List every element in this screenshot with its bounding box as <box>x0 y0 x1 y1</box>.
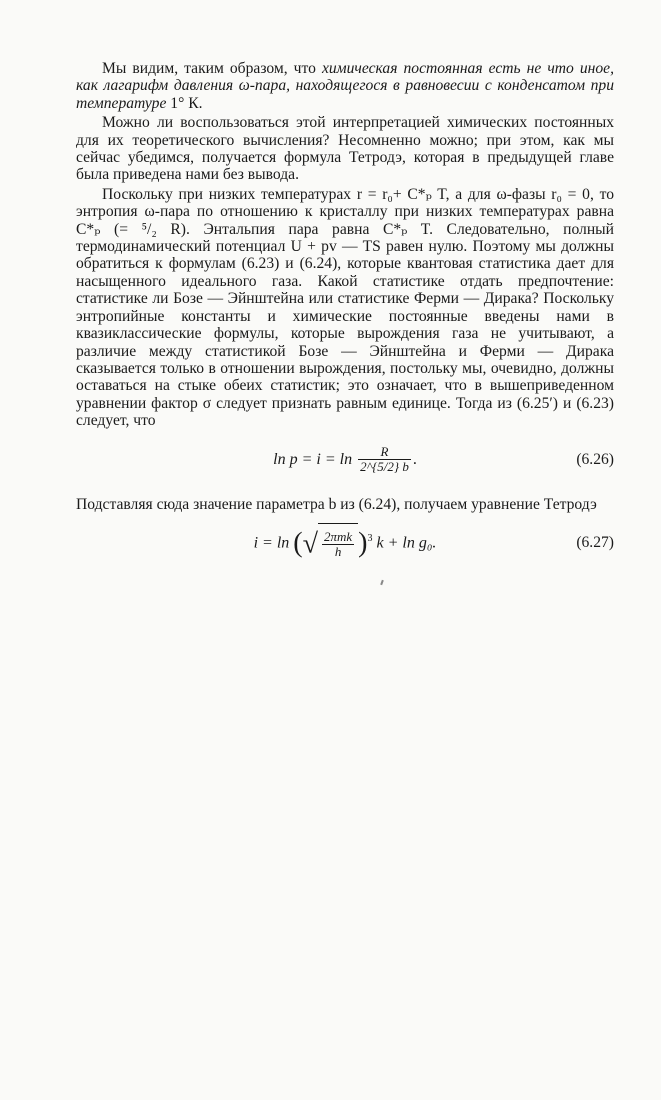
fraction-denominator: h <box>334 543 342 559</box>
paragraph-text: Мы видим, таким образом, что <box>102 60 322 77</box>
fraction <box>322 530 354 559</box>
equation-expression <box>76 523 614 564</box>
fraction-numerator: R <box>358 445 411 460</box>
text-column <box>76 60 614 579</box>
fraction-numerator: 2πmk <box>323 528 353 544</box>
scan-speck <box>380 580 384 585</box>
paragraph-text: 1° К. <box>166 94 203 112</box>
equation-6-27 <box>76 523 614 571</box>
exponent: 3 <box>367 532 373 544</box>
square-root <box>303 523 359 564</box>
fraction <box>358 445 411 474</box>
equation-lhs: ln p = i = ln <box>273 450 353 468</box>
equation-expression <box>76 440 614 480</box>
paragraph-derivation: Поскольку при низких температурах r = r₀+ C*ₚ T, а для ω-фазы r₀ = 0, то энтропия ω-пара по отношению к кристаллу при низких температурах равна C*ₚ (= ⁵/₂ R). Энтальпия пара равна C*ₚ T. Следовательно, полный термодинамический потенциал U + pv — TS равен нулю. Поэтому мы должны обратиться к формулам (6.23) и (6.24), которые квантовая статистика дает для насыщенного идеального газа. Какой статистике отдать предпочтение: статистике ли Бозе — Эйнштейна или статистике Ферми — Дирака? Поскольку энтропийные константы и химические постоянные введены нами в квазиклассические формулы, которые вырождения газа не учитывают, а различие между статистикой Бозе — Эйнштейна и Ферми — Дирака сказывается только в отношении вырождения, постольку мы, очевидно, должны оставаться на стыке обеих статистик; это означает, что в вышеприведенном уравнении фактор σ следует признать равным единице. Тогда из (6.25′) и (6.23) следует, что <box>76 185 614 430</box>
radical-sign-icon: √ <box>302 528 318 560</box>
equation-lhs: i = ln <box>253 534 290 552</box>
equation-6-26 <box>76 440 614 488</box>
paragraph-question: Можно ли воспользоваться этой интерпретацией химических постоянных для их теоретического вычисления? Несомненно можно; при этом, как мы сейчас убедимся, получается формула Тетродэ, которая в предыдущей главе была приведена нами без вывода. <box>76 114 614 184</box>
paragraph-conclusion <box>76 60 614 112</box>
left-paren-icon: ( <box>293 527 303 559</box>
equation-tail: k + ln g₀. <box>376 534 437 552</box>
equation-tail: . <box>412 450 417 468</box>
italic-statement: химическая постоянная есть не что иное, как лагарифм давления ω-пара, находящегося в равновесии с конденсатом при температуре <box>76 60 614 112</box>
equation-number: (6.27) <box>576 533 614 551</box>
paragraph-substitution: Подставляя сюда значение параметра b из (6.24), получаем уравнение Тетродэ <box>76 495 597 513</box>
fraction-denominator: 2^{5/2} b <box>360 459 409 475</box>
right-paren-icon: ) <box>358 527 368 559</box>
equation-number: (6.26) <box>576 450 614 468</box>
